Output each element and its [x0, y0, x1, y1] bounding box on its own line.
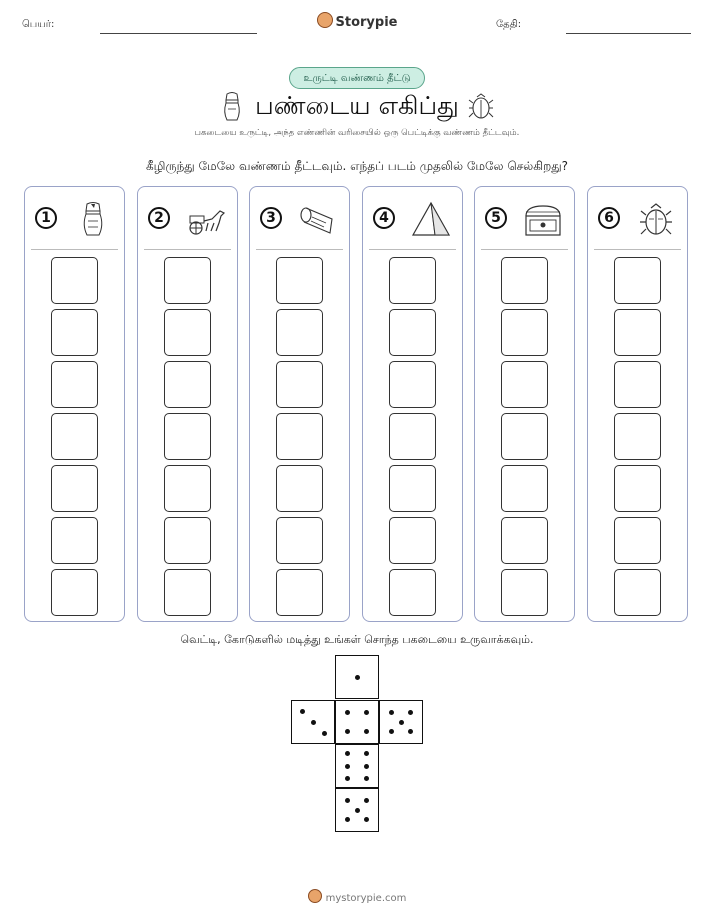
die-face-3 [291, 700, 335, 744]
coloring-box[interactable] [614, 257, 661, 304]
column-number: 2 [148, 207, 170, 229]
coloring-box[interactable] [501, 569, 548, 616]
coloring-box[interactable] [51, 517, 98, 564]
column-divider [256, 249, 343, 250]
die-pip [345, 776, 350, 781]
coloring-box[interactable] [501, 465, 548, 512]
die-pip [345, 710, 350, 715]
footer-url[interactable]: mystorypie.com [325, 893, 407, 904]
die-pip [345, 751, 350, 756]
column-divider [31, 249, 118, 250]
column-divider [369, 249, 456, 250]
die-pip [364, 764, 369, 769]
die-face-5 [379, 700, 423, 744]
subtitle: பகடையை உருட்டி, அந்த எண்ணின் வரிசையில் ஒரு பெட்டிக்கு வண்ணம் தீட்டவும். [194, 128, 520, 138]
dice-column-6 [587, 186, 688, 622]
coloring-box[interactable] [276, 413, 323, 460]
papyrus-scroll-icon [298, 201, 338, 237]
coloring-box[interactable] [389, 361, 436, 408]
coloring-box[interactable] [276, 465, 323, 512]
coloring-box[interactable] [389, 465, 436, 512]
coloring-box[interactable] [276, 361, 323, 408]
column-number: 5 [485, 207, 507, 229]
dice-column-5 [474, 186, 575, 622]
die-pip [364, 798, 369, 803]
column-number: 3 [260, 207, 282, 229]
coloring-box[interactable] [389, 309, 436, 356]
coloring-box[interactable] [614, 361, 661, 408]
coloring-box[interactable] [389, 569, 436, 616]
chariot-icon [186, 201, 226, 237]
canopic-jar-icon [73, 201, 113, 237]
column-divider [594, 249, 681, 250]
coloring-box[interactable] [164, 569, 211, 616]
brand-name: Storypie [335, 15, 398, 30]
dice-column-3 [249, 186, 350, 622]
date-line[interactable] [566, 33, 691, 34]
die-pip [364, 710, 369, 715]
die-pip [408, 729, 413, 734]
die-pip [389, 729, 394, 734]
bear-icon [308, 889, 322, 903]
die-pip [408, 710, 413, 715]
die-pip [300, 709, 305, 714]
coloring-box[interactable] [276, 257, 323, 304]
die-pip [364, 817, 369, 822]
cut-instruction: வெட்டி, கோடுகளில் மடித்து உங்கள் சொந்த பகடையை உருவாக்கவும். [180, 633, 534, 646]
coloring-box[interactable] [614, 309, 661, 356]
coloring-box[interactable] [501, 413, 548, 460]
coloring-box[interactable] [164, 361, 211, 408]
dice-column-4 [362, 186, 463, 622]
die-pip [399, 720, 404, 725]
roll-and-color-badge: உருட்டி வண்ணம் தீட்டு [289, 67, 425, 89]
brand-logo [0, 12, 714, 30]
date-label: தேதி: [496, 19, 522, 30]
coloring-box[interactable] [501, 309, 548, 356]
die-pip [345, 729, 350, 734]
treasure-chest-icon [523, 201, 563, 237]
coloring-box[interactable] [276, 517, 323, 564]
column-number: 6 [598, 207, 620, 229]
column-divider [144, 249, 231, 250]
coloring-box[interactable] [501, 361, 548, 408]
coloring-box[interactable] [614, 465, 661, 512]
coloring-box[interactable] [51, 413, 98, 460]
die-pip [322, 731, 327, 736]
die-pip [364, 751, 369, 756]
footer [0, 889, 714, 904]
coloring-box[interactable] [164, 465, 211, 512]
coloring-box[interactable] [164, 257, 211, 304]
column-number: 4 [373, 207, 395, 229]
die-face-1 [335, 655, 379, 699]
die-pip [389, 710, 394, 715]
dice-column-2 [137, 186, 238, 622]
die-pip [345, 764, 350, 769]
coloring-box[interactable] [389, 517, 436, 564]
die-face-5 [335, 788, 379, 832]
die-pip [311, 720, 316, 725]
instruction: கீழிருந்து மேலே வண்ணம் தீட்டவும். எந்தப் படம் முதலில் மேலே செல்கிறது? [145, 159, 569, 173]
dice-column-1 [24, 186, 125, 622]
coloring-box[interactable] [614, 569, 661, 616]
coloring-box[interactable] [614, 413, 661, 460]
coloring-box[interactable] [164, 413, 211, 460]
bear-icon [317, 12, 333, 28]
name-label: பெயர்: [22, 19, 55, 30]
name-line[interactable] [100, 33, 257, 34]
die-pip [355, 675, 360, 680]
die-pip [364, 776, 369, 781]
coloring-box[interactable] [51, 569, 98, 616]
coloring-box[interactable] [276, 569, 323, 616]
column-number: 1 [35, 207, 57, 229]
die-face-6 [335, 744, 379, 788]
die-pip [345, 817, 350, 822]
coloring-box[interactable] [51, 361, 98, 408]
coloring-box[interactable] [51, 465, 98, 512]
die-face-4 [335, 700, 379, 744]
scarab-beetle-icon [468, 91, 494, 121]
coloring-box[interactable] [614, 517, 661, 564]
coloring-box[interactable] [51, 257, 98, 304]
coloring-box[interactable] [501, 257, 548, 304]
coloring-box[interactable] [389, 257, 436, 304]
die-pip [355, 808, 360, 813]
coloring-box[interactable] [164, 309, 211, 356]
die-pip [345, 798, 350, 803]
column-divider [481, 249, 568, 250]
coloring-box[interactable] [276, 309, 323, 356]
coloring-box[interactable] [51, 309, 98, 356]
page-title: பண்டைய எகிப்து [255, 91, 459, 120]
coloring-box[interactable] [164, 517, 211, 564]
coloring-box[interactable] [501, 517, 548, 564]
scarab-beetle-icon [636, 201, 676, 237]
pyramid-icon [411, 201, 451, 237]
die-pip [364, 729, 369, 734]
coloring-box[interactable] [389, 413, 436, 460]
